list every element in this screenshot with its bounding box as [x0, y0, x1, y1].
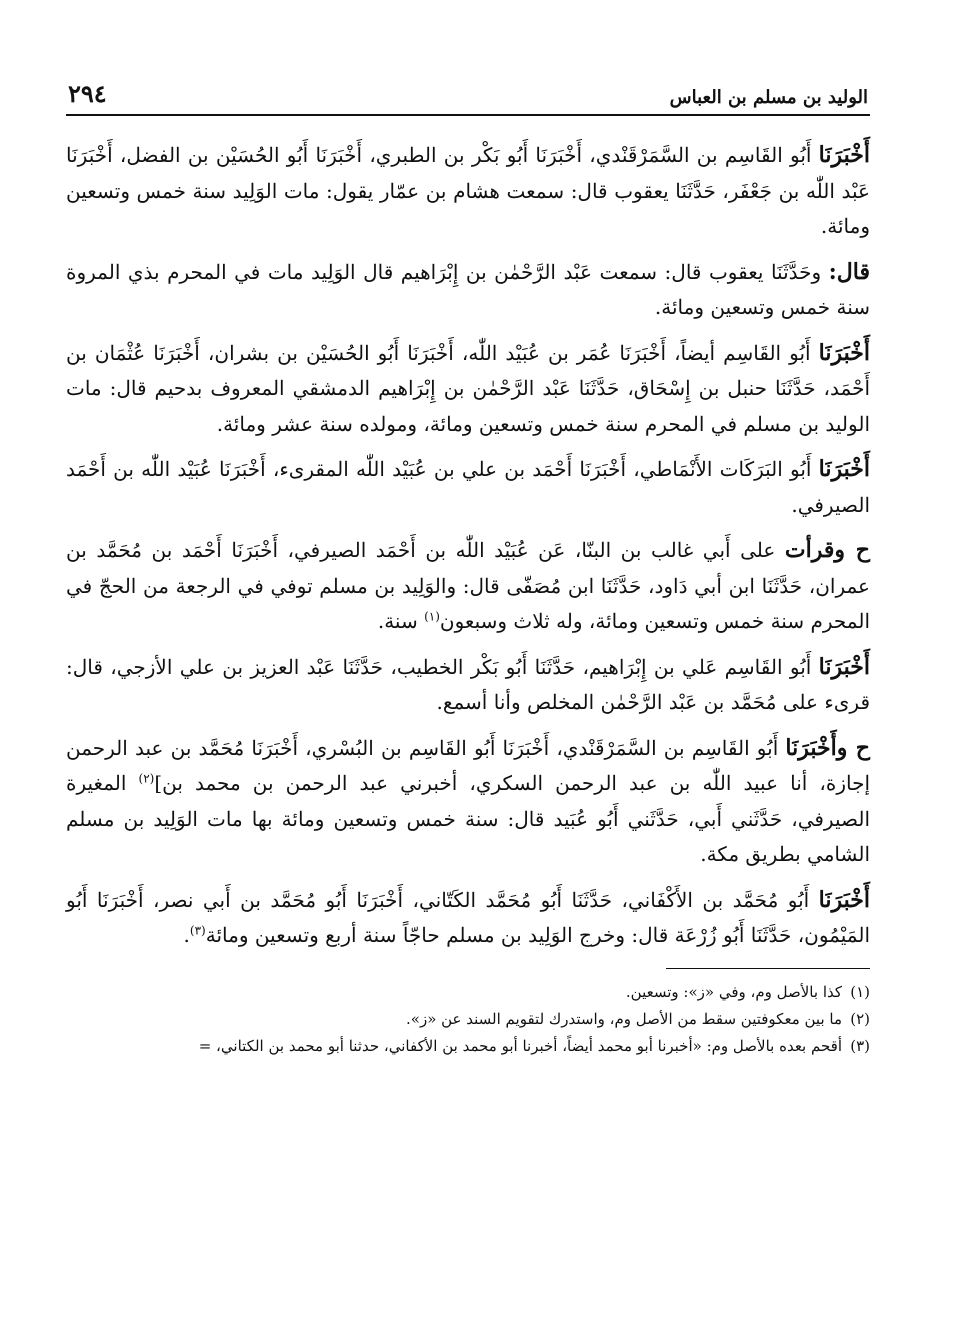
paragraph [66, 533, 870, 640]
page-number: ٢٩٤ [68, 79, 107, 108]
running-title: الوليد بن مسلم بن العباس [669, 87, 868, 108]
main-text [66, 138, 870, 954]
paragraph-lead: أَخْبَرَنَا [818, 142, 870, 168]
paragraph [66, 138, 870, 245]
footnote-text: أقحم بعده بالأصل وم: «أخبرنا أبو محمد أيضاً، أخبرنا أبو محمد بن الأكفاني، حدثنا أبو محمد بن الكتاني، = [198, 1036, 842, 1055]
paragraph-tail: سنة. [377, 609, 425, 633]
paragraph [66, 731, 870, 873]
paragraph [66, 452, 870, 523]
footnote-divider [666, 968, 870, 969]
paragraph-text: على أَبي غالب بن البنّا، عَن عُبَيْد اللّٰه بن أَحْمَد الصيرفي، أَخْبَرَنَا أَحْمَد بن مُحَمَّد بن عمران، حَدَّثَنَا ابن أبي دَاود، حَدَّثَنَا ابن مُصَفّى قال: والوَلِيد بن مسلم توفي في الرجعة من الحجّ في المحرم سنة خمس وتسعين ومائة، وله ثلاث وسبعون [66, 538, 870, 633]
paragraph-lead: أَخْبَرَنَا [818, 339, 870, 366]
paragraph-text: أَبُو القَاسِم عَلي بن إِبْرَاهيم، حَدَّثَنَا أَبُو بَكْر الخطيب، حَدَّثَنَا عَبْد العزيز بن علي الأزجي، قال: قرىء على مُحَمَّد بن عَبْد الرَّحْمٰن المخلص وأنا أسمع. [66, 654, 870, 714]
paragraph-tail: . [183, 923, 190, 947]
footnote [66, 979, 870, 1006]
footnote-text: ما بين معكوفتين سقط من الأصل وم، واستدرك لتقويم السند عن «ز». [406, 1009, 842, 1028]
paragraph [66, 883, 870, 954]
paragraph-lead: أَخْبَرَنَا [818, 653, 870, 680]
footnote [66, 1006, 870, 1033]
paragraph-text: أَبُو مُحَمَّد بن الأَكْفَاني، حَدَّثَنَا أَبُو مُحَمَّد الكَتّاني، أَخْبَرَنَا أَبُو مُحَمَّد بن أَبي نصر، أَخْبَرَنَا أَبُو المَيْمُون، حَدَّثَنَا أَبُو زُرْعَة قال: وخرج الوَلِيد بن مسلم حاجّاً سنة أربع وتسعين ومائة [66, 887, 870, 947]
footnote-text: كذا بالأصل وم، وفي «ز»: وتسعين. [625, 982, 842, 1001]
paragraph-tail: المغيرة الصيرفي، حَدَّثَني أَبي، حَدَّثَني أَبُو عُبَيد قال: سنة خمس وتسعين ومائة بها مات الوَلِيد بن مسلم الشامي بطريق مكة. [66, 771, 870, 866]
paragraph-text: وحَدَّثَنَا يعقوب قال: سمعت عَبْد الرَّحْمٰن بن إِبْرَاهيم قال الوَلِيد مات في المحرم بذي المروة سنة خمس وتسعين ومائة. [66, 259, 870, 319]
paragraph [66, 336, 870, 443]
paragraph-lead: أَخْبَرَنَا [818, 456, 870, 482]
book-page [66, 78, 870, 1060]
paragraph-lead: قال: [828, 258, 870, 285]
paragraph-lead: ح وقرأت [784, 537, 871, 563]
paragraph-text: أَبُو القَاسِم بن السَّمَرْقَنْدي، أَخْبَرَنَا أَبُو بَكْر بن الطبري، أَخْبَرَنَا أَبُو الحُسَيْن بن الفضل، أَخْبَرَنَا عَبْد اللّٰه بن جَعْفَر، حَدَّثَنَا يعقوب قال: سمعت هشام بن عمّار يقول: مات الوَلِيد سنة خمس وتسعين ومائة. [66, 143, 870, 238]
paragraph-text: أَبُو القَاسِم بن السَّمَرْقَنْدي، أَخْبَرَنَا أَبُو القَاسِم بن البُسْري، أَخْبَرَنَا مُحَمَّد بن عبد الرحمن إجازة، أنا عبيد اللّٰه بن عبد الرحمن السكري، أخبرني عبد الرحمن بن محمد بن] [66, 735, 870, 795]
footnote-marker[interactable]: (٣) [189, 923, 206, 938]
paragraph-text: أَبُو القَاسِم أيضاً، أَخْبَرَنَا عُمَر بن عُبَيْد اللّٰه، أَخْبَرَنَا أَبُو الحُسَيْن بن بشران، أَخْبَرَنَا عُثْمَان بن أَحْمَد، حَدَّثَنَا حنبل بن إِسْحَاق، حَدَّثَنَا عَبْد الرَّحْمٰن بن إِبْرَاهيم الدمشقي المعروف بدحيم قال: مات الوليد بن مسلم في المحرم سنة خمس وتسعين ومائة، ومولده سنة عشر ومائة. [66, 340, 870, 436]
paragraph [66, 650, 870, 721]
footnote-number: (٣) [850, 1036, 870, 1055]
paragraph-text: أَبُو البَرَكَات الأَنْمَاطي، أَخْبَرَنَا أَحْمَد بن علي بن عُبَيْد اللّٰه المقرىء، أَخْبَرَنَا عُبَيْد اللّٰه بن أَحْمَد الصيرفي. [66, 457, 870, 517]
paragraph-lead: أَخْبَرَنَا [818, 886, 870, 913]
footnotes [66, 968, 870, 1060]
paragraph [66, 255, 870, 326]
page-header [66, 78, 870, 116]
footnote [66, 1033, 870, 1060]
footnote-marker[interactable]: (٢) [138, 771, 155, 786]
paragraph-lead: ح وأَخْبَرَنَا [785, 734, 870, 761]
footnote-number: (١) [850, 982, 870, 1001]
footnote-marker[interactable]: (١) [424, 609, 440, 624]
footnote-number: (٢) [850, 1009, 870, 1028]
